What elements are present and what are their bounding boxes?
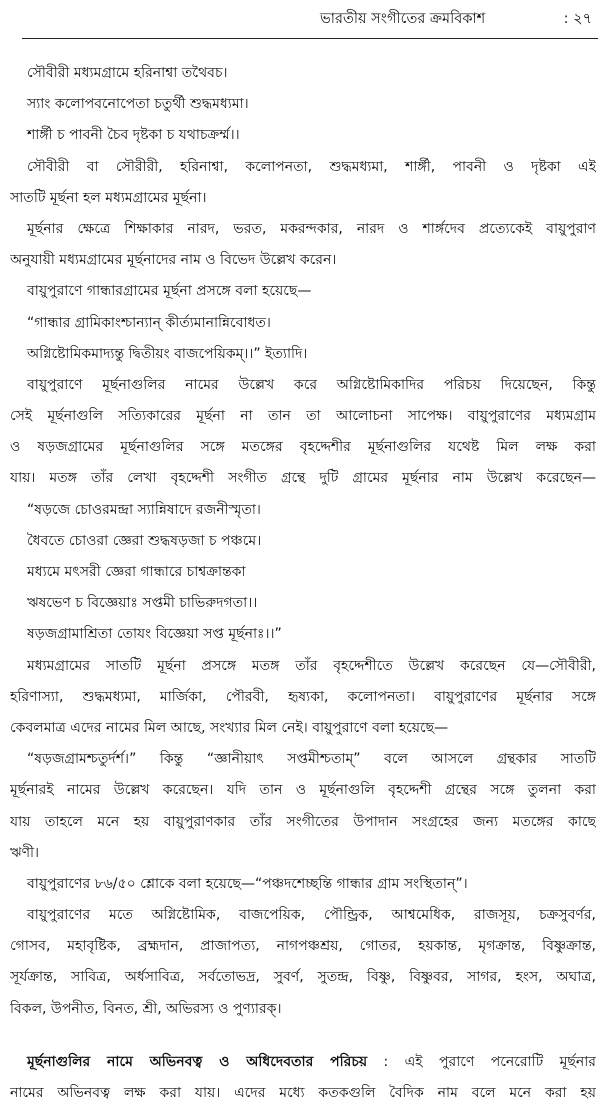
section-first-line [10,1047,596,1078]
page-body [10,58,596,1109]
text-line: হরিণাস্যা, শুদ্ধমধ্যমা, মার্জিকা, পৌরবী, হৃষ্যকা, কলোপনতা। বায়ুপুরাণের মূর্ছনার সঙ্গে [10,688,596,705]
text-line: মধ্যমগ্রামের সাতটি মূর্ছনা প্রসঙ্গে মতঙ্গ তাঁর বৃহদ্দেশীতে উল্লেখ করেছেন যে—সৌবীরী, [27,657,596,674]
text-line: যায়। মতঙ্গ তাঁর লেখা বৃহদ্দেশী সংগীত গ্রন্থে দুটি গ্রামের মূর্ছনার নাম উল্লেখ করেছেন— [10,470,596,487]
text-line: “ষড়জে চোওরমন্দ্রা স্যান্নিষাদে রজনীস্মৃতা। [27,501,261,518]
text-line: শার্ঙ্গী চ পাবনী চৈব দৃষ্টকা চ যথাচক্রর্ম্ম।। [27,127,240,144]
text-line: ধৈবতে চোওরা জ্ঞেরা শুদ্ধষড়জা চ পঞ্চমে। [27,532,262,549]
text-line: মূর্ছনারই নামের উল্লেখ করেছেন। যদি তান ও মূর্ছনাগুলি বৃহদ্দেশী গ্রন্থের সঙ্গে তুলনা করা [10,782,596,799]
text-line: ঋণী। [10,844,40,861]
text-line: সেই মূর্ছনাগুলি সত্যিকারের মূর্ছনা না তান তা আলোচনা সাপেক্ষ। বায়ুপুরাণের মধ্যমগ্রাম [10,408,596,425]
text-lines [10,58,596,1025]
text-line: বিকল, উপনীত, বিনত, শ্রী, অভিরস্য ও পুণ্যারক্। [10,1000,282,1017]
text-line: সাতটি মূর্ছনা হল মধ্যমগ্রামের মূর্ছনা। [10,189,207,206]
text-line: বায়ুপুরাণে গান্ধারগ্রামের মূর্ছনা প্রসঙ্গে বলা হয়েছে— [27,283,312,300]
text-line: “গান্ধার গ্রামিকাংশ্চান্যান্ কীর্ত্যমানান্নিবোধত। [27,314,271,331]
text-line: সৌবীরী মধ্যমগ্রামে হরিনাশ্বা তথৈবচ। [27,65,228,81]
page-header [0,0,600,40]
text-line: ষড়জগ্রামাশ্রিতা তোযং বিজ্ঞেয়া সপ্ত মূর্ছনাঃ।।” [27,626,282,643]
text-line: ঋষভেণ চ বিজ্ঞেয়াঃ সপ্তমী চাভিরুদগতা।। [27,595,258,612]
text-line: বায়ুপুরাণে মূর্ছনাগুলির নামের উল্লেখ করে অগ্নিষ্টোমিকাদির পরিচয় দিয়েছেন, কিন্তু [27,376,596,393]
header-rule [22,38,598,39]
text-line: স্যাং কলোপবনোপেতা চতুর্থী শুদ্ধমধ্যমা। [27,96,249,113]
text-line: অনুযায়ী মধ্যমগ্রামের মূর্ছনাদের নাম ও বিভেদ উল্লেখ করেন। [10,252,337,269]
section-second-line: নামের অভিনবত্ব লক্ষ করা যায়। এদের মধ্যে কতকগুলি বৈদিক নাম বলে মনে করা হয় [10,1085,596,1101]
section-heading: মূর্ছনাগুলির নামে অভিনবত্ব ও অধিদেবতার পরিচয় [27,1053,368,1070]
section-heading-continuation: : এই পুরাণে পনেরোটি মূর্ছনার [383,1053,596,1070]
text-line: সৌবীরী বা সৌরীরী, হরিনাশ্বা, কলোপনতা, শুদ্ধমধ্যমা, শার্ঙ্গী, পাবনী ও দৃষ্টকা এই [27,158,596,175]
text-line: সূর্যক্রান্ত, সাবিত্র, অর্ধসাবিত্র, সর্বতোভদ্র, সুবর্ণ, সুতন্দ্র, বিষ্ণু, বিষ্ণুবর, সাগর, হংস, অঘাত্র, [10,969,596,986]
page-number: : ২৭ [563,11,592,27]
text-line: গোসব, মহাবৃষ্টিক, ব্রহ্মদান, প্রাজাপত্য, নাগপঞ্চশ্রয়, গোতর, হয়কান্ত, মৃগক্রান্ত, বিষ্ণুক্রান্ত, [10,938,596,955]
text-line: বায়ুপুরাণের মতে অগ্নিষ্টোমিক, বাজপেয়িক, পৌন্ড্রিক, আশ্বমেধিক, রাজসূয়, চক্রসুবর্ণর, [27,907,596,924]
text-line: বায়ুপুরাণের ৮৬/৫০ শ্লোকে বলা হয়েছে—“পঞ্চদশেচ্ছন্তি গান্ধার গ্রাম সংস্থিতান্”। [27,875,468,892]
text-line: মূর্ছনার ক্ষেত্রে শিক্ষাকার নারদ, ভরত, মকরন্দকার, নারদ ও শার্ঙ্গদেব প্রত্যেকেই বায়ুপুরাণ [27,220,596,237]
text-line: অগ্নিষ্টোমিকমাদ্যন্তু দ্বিতীয়ং বাজপেয়িকম্।।” ইত্যাদি। [27,345,308,362]
text-line: ও ষড়জগ্রামের মূর্ছনাগুলির সঙ্গে মতঙ্গের বৃহদ্দেশীর মূর্ছনাগুলির যথেষ্ট মিল লক্ষ করা [10,439,596,456]
text-line: “ষড়জগ্রামশ্চতুর্দর্শ।” কিন্তু “জ্ঞানীয়াৎ সপ্তমীশ্চতাম্” বলে আসলে গ্রন্থকার সাতটি [27,751,596,768]
text-line: কেবলমাত্র এদের নামের মিল আছে, সংখ্যার মিল নেই। বায়ুপুরাণে বলা হয়েছে— [10,719,449,736]
running-title: ভারতীয় সংগীতের ক্রমবিকাশ [320,11,486,27]
text-line: মধ্যমে মৎসরী জ্ঞেরা গান্ধারে চাশ্বক্রান্তকা [27,564,246,580]
text-line: যায় তাহলে মনে হয় বায়ুপুরাণকার তাঁর সংগীতের উপাদান সংগ্রহের জন্য মতঙ্গের কাছে [10,813,596,830]
